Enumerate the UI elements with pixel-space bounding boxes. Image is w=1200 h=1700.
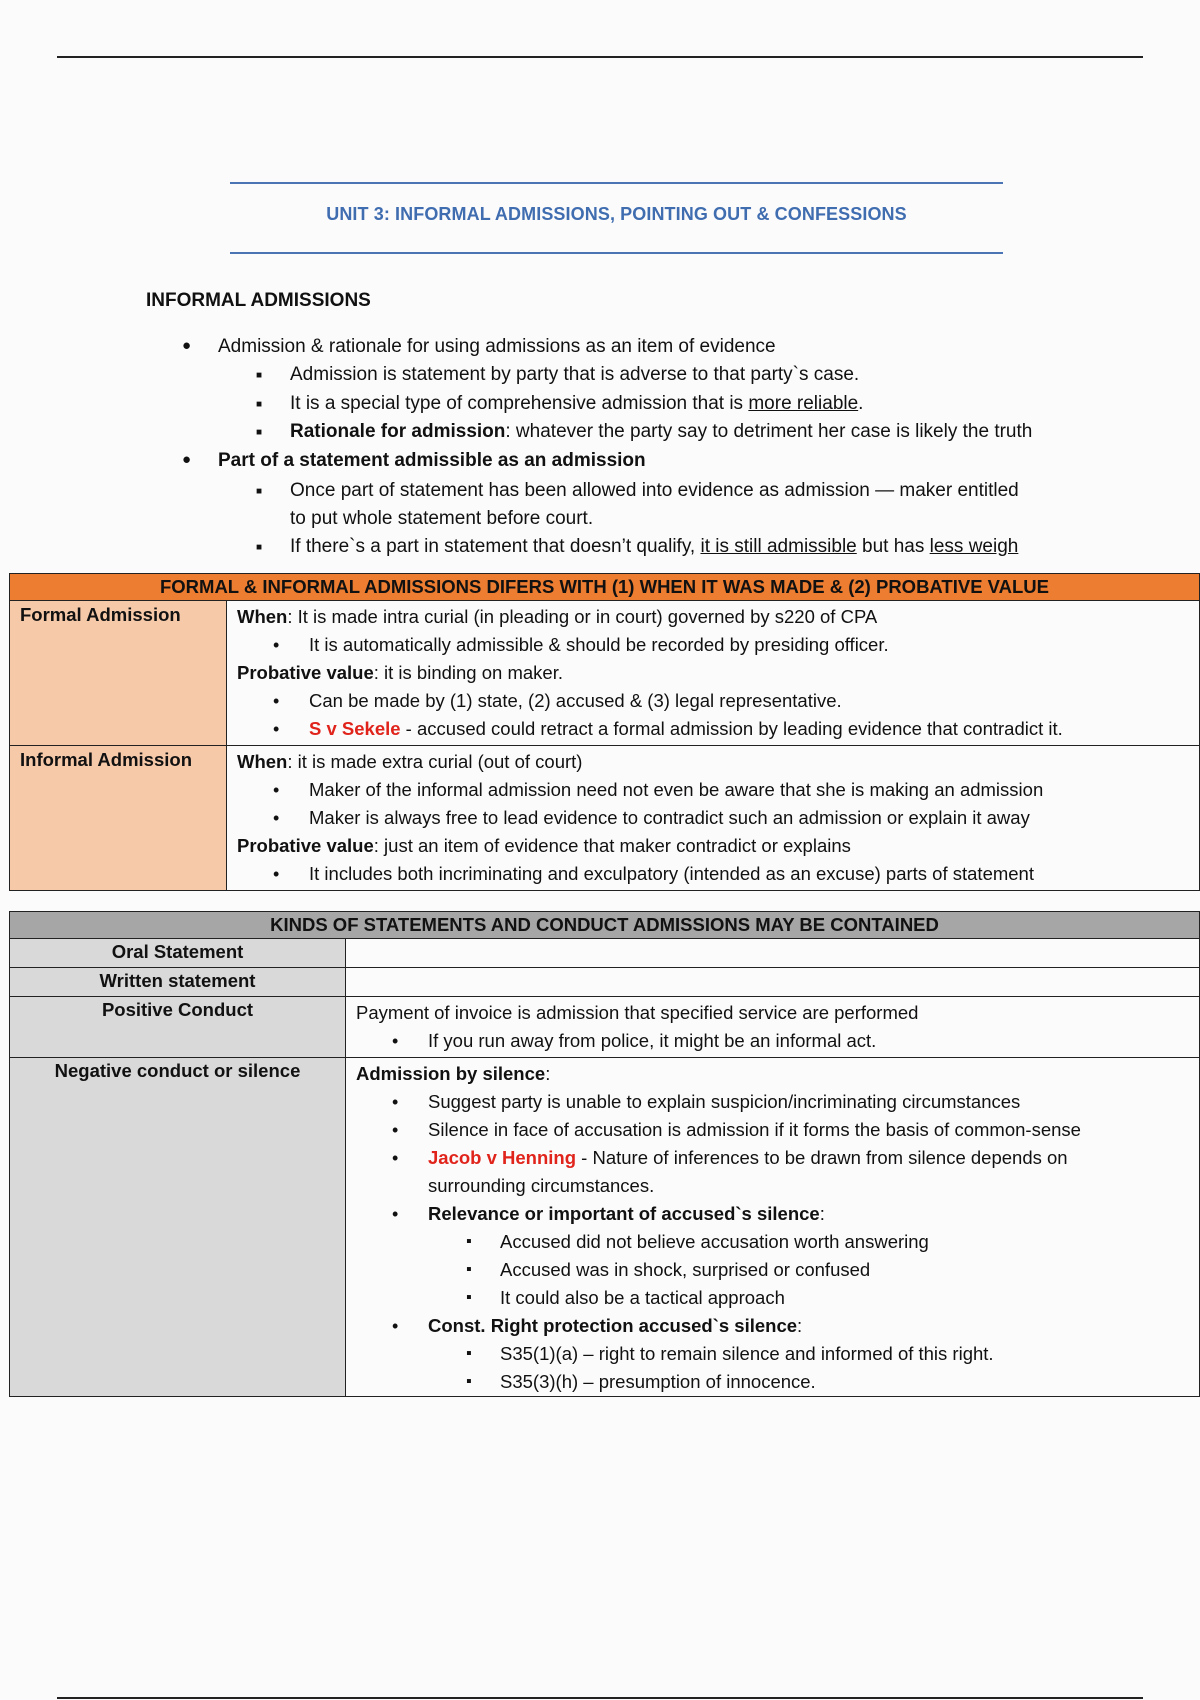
- list-item: ● Part of a statement admissible as an admission: [182, 450, 646, 471]
- informal-admission-content: When: it is made extra curial (out of court) • Maker of the informal admission need not even be aware that she is making an admission • Maker is always free to lead evidence to contradict such an admission or explain it away Probative value: just an item of evidence that maker contradict or explains • It includes both incriminating and exculpatory (intended as an excuse) parts of statement: [227, 746, 1200, 891]
- formal-admission-content: When: It is made intra curial (in pleading or in court) governed by s220 of CPA • It is automatically admissible & should be recorded by presiding officer. Probative value: it is binding on maker. • Can be made by (1) state, (2) accused & (3) legal representative. • S v Sekele - accused could retract a formal admission by leading evidence that contradict it.: [227, 601, 1200, 746]
- list-item: • Can be made by (1) state, (2) accused & (3) legal representative.: [237, 687, 1189, 715]
- list-item: ■ Admission is statement by party that is adverse to that party`s case.: [256, 364, 860, 385]
- list-item: • Maker is always free to lead evidence to contradict such an admission or explain it away: [237, 804, 1189, 832]
- list-item: • Jacob v Henning - Nature of inferences to be drawn from silence depends on: [356, 1144, 1189, 1172]
- list-item: ■ Once part of statement has been allowed into evidence as admission — maker entitled: [256, 480, 1019, 501]
- statement-kinds-table: [9, 911, 1200, 1397]
- table-row: [10, 601, 1200, 746]
- list-item: ▪ S35(3)(h) – presumption of innocence.: [356, 1368, 1189, 1396]
- table-header: KINDS OF STATEMENTS AND CONDUCT ADMISSIONS MAY BE CONTAINED: [10, 912, 1200, 939]
- bullet-icon: ●: [182, 337, 192, 354]
- title-bottom-rule: [230, 252, 1003, 254]
- list-item: ▪ S35(1)(a) – right to remain silence and informed of this right.: [356, 1340, 1189, 1368]
- written-statement-label: Written statement: [10, 968, 346, 997]
- page-bottom-rule: [57, 1697, 1143, 1699]
- case-citation: Jacob v Henning: [428, 1147, 577, 1168]
- list-item: ● Admission & rationale for using admissions as an item of evidence: [182, 336, 776, 357]
- oral-statement-content: [346, 939, 1200, 968]
- table-header: FORMAL & INFORMAL ADMISSIONS DIFERS WITH (1) WHEN IT WAS MADE & (2) PROBATIVE VALUE: [10, 574, 1200, 601]
- table-row: [10, 1058, 1200, 1397]
- page-top-rule: [57, 56, 1143, 58]
- table-row: [10, 746, 1200, 891]
- list-item: • It is automatically admissible & should be recorded by presiding officer.: [237, 631, 1189, 659]
- title-top-rule: [230, 182, 1003, 184]
- square-bullet-icon: ■: [256, 542, 263, 553]
- table-row: [10, 939, 1200, 968]
- admissions-comparison-table: [9, 573, 1200, 891]
- square-bullet-icon: ■: [256, 399, 263, 410]
- table-row: [10, 968, 1200, 997]
- formal-admission-label: Formal Admission: [10, 601, 227, 746]
- list-item: ■ It is a special type of comprehensive admission that is more reliable.: [256, 393, 864, 414]
- case-citation: S v Sekele: [309, 718, 401, 739]
- list-item: • Relevance or important of accused`s silence:: [356, 1200, 1189, 1228]
- negative-conduct-label: Negative conduct or silence: [10, 1058, 346, 1397]
- list-item: • It includes both incriminating and exculpatory (intended as an excuse) parts of statement: [237, 860, 1189, 888]
- list-item: ▪ It could also be a tactical approach: [356, 1284, 1189, 1312]
- list-item: • Const. Right protection accused`s silence:: [356, 1312, 1189, 1340]
- informal-admission-label: Informal Admission: [10, 746, 227, 891]
- table-row: [10, 997, 1200, 1058]
- list-item: • S v Sekele - accused could retract a formal admission by leading evidence that contradict it.: [237, 715, 1189, 743]
- positive-conduct-label: Positive Conduct: [10, 997, 346, 1058]
- square-bullet-icon: ■: [256, 370, 263, 381]
- list-item: • Maker of the informal admission need not even be aware that she is making an admission: [237, 776, 1189, 804]
- list-item-continuation: surrounding circumstances.: [428, 1175, 655, 1196]
- positive-conduct-content: Payment of invoice is admission that specified service are performed • If you run away from police, it might be an informal act.: [346, 997, 1200, 1058]
- list-item: • Suggest party is unable to explain suspicion/incriminating circumstances: [356, 1088, 1189, 1116]
- oral-statement-label: Oral Statement: [10, 939, 346, 968]
- list-item: ■ Rationale for admission: whatever the party say to detriment her case is likely the truth: [256, 421, 1033, 442]
- negative-conduct-content: Admission by silence: • Suggest party is unable to explain suspicion/incriminating circumstances • Silence in face of accusation is admission if it forms the basis of common-sense • Jacob v Henning - Nature of inferences to be drawn from silence depends on surrounding circumstances. • Relevance or important of accused`s silence: ▪ Accused did not believe accusation worth answering ▪ Accused was in shock, surprised or confused ▪ It could also be a tactical approach • Const. Right protection accused`s silence: ▪ S35(1)(a) – right to remain silence and informed of this right. ▪ S35(3)(h) – presumption of innocence.: [346, 1058, 1200, 1397]
- section-heading: INFORMAL ADMISSIONS: [146, 290, 371, 311]
- list-item: ■ If there`s a part in statement that doesn’t qualify, it is still admissible but has less weigh: [256, 536, 1019, 557]
- bullet-icon: ●: [182, 451, 192, 468]
- unit-title: UNIT 3: INFORMAL ADMISSIONS, POINTING OUT & CONFESSIONS: [326, 204, 907, 224]
- list-item-continuation: to put whole statement before court.: [290, 508, 594, 529]
- list-item: • Silence in face of accusation is admission if it forms the basis of common-sense: [356, 1116, 1189, 1144]
- square-bullet-icon: ■: [256, 486, 263, 497]
- square-bullet-icon: ■: [256, 427, 263, 438]
- written-statement-content: [346, 968, 1200, 997]
- list-item: • If you run away from police, it might be an informal act.: [356, 1027, 1189, 1055]
- list-item: ▪ Accused did not believe accusation worth answering: [356, 1228, 1189, 1256]
- list-item: ▪ Accused was in shock, surprised or confused: [356, 1256, 1189, 1284]
